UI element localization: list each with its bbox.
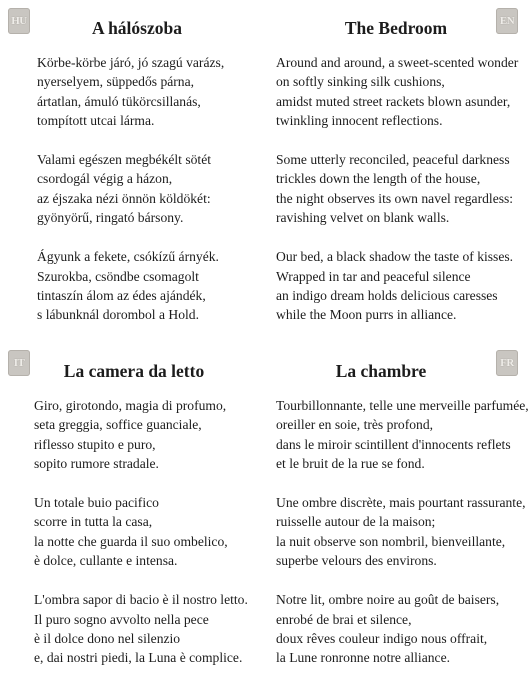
poem-line: az éjszaka nézi önnön köldökét: xyxy=(37,190,211,206)
badge-label-fr: FR xyxy=(500,357,514,369)
poem-line: la nuit observe son nombril, bienveillante, xyxy=(276,533,506,549)
stanza xyxy=(276,396,529,473)
poem-english xyxy=(276,18,526,345)
poem-line: twinkling innocent reflections. xyxy=(276,112,443,128)
stanza xyxy=(37,247,287,324)
poem-body xyxy=(276,53,526,325)
poem-line: trickles down the length of the house, xyxy=(276,171,481,187)
poem-line: Ágyunk a fekete, csókízű árnyék. xyxy=(37,249,219,265)
poem-line: Un totale buio pacifico xyxy=(34,495,159,511)
poem-body xyxy=(34,396,284,668)
poem-line: dans le miroir scintillent d'innocents reflets xyxy=(276,436,511,452)
stanza xyxy=(34,396,284,473)
poem-line: scorre in tutta la casa, xyxy=(34,514,153,530)
poem-french xyxy=(276,361,529,688)
poem-line: s lábunknál dorombol a Hold. xyxy=(37,307,199,323)
poem-line: on softly sinking silk cushions, xyxy=(276,74,445,90)
poem-line: Around and around, a sweet-scented wonder xyxy=(276,55,519,70)
poem-body xyxy=(37,53,287,325)
poem-line: Körbe-körbe járó, jó szagú varázs, xyxy=(37,55,225,70)
hungarian-flag-badge xyxy=(8,8,30,34)
stanza xyxy=(34,590,284,667)
badge-label-hu: HU xyxy=(11,15,27,27)
poem-line: superbe velours des environs. xyxy=(276,553,437,569)
stanza xyxy=(37,150,287,227)
stanza xyxy=(276,53,526,130)
poem-line: tompított utcai lárma. xyxy=(37,112,155,128)
poem-line: Valami egészen megbékélt sötét xyxy=(37,152,212,168)
poem-line: Notre lit, ombre noire au goût de baisers, xyxy=(276,592,500,608)
poem-hungarian xyxy=(37,18,287,345)
poem-line: Some utterly reconciled, peaceful darkness xyxy=(276,152,510,168)
poem-line: Tourbillonnante, telle une merveille parfumée, xyxy=(276,398,529,413)
stanza xyxy=(276,493,526,570)
poem-title: La camera da letto xyxy=(63,361,205,381)
stanza xyxy=(34,493,284,570)
poem-title: The Bedroom xyxy=(344,18,448,38)
poem-title: A hálószoba xyxy=(92,18,182,38)
poem-title: La chambre xyxy=(335,361,427,381)
poem-line: L'ombra sapor di bacio è il nostro letto. xyxy=(34,592,248,608)
poem-line: oreiller en soie, très profond, xyxy=(276,417,434,433)
poem-line: sopito rumore stradale. xyxy=(34,455,159,471)
stanza xyxy=(276,590,526,667)
poem-line: amidst muted street rackets blown asunder, xyxy=(276,93,511,109)
poem-line: an indigo dream holds delicious caresses xyxy=(276,287,498,303)
poem-line: Szurokba, csöndbe csomagolt xyxy=(37,268,199,284)
poem-line: ártatlan, ámuló tükörcsillanás, xyxy=(37,93,201,109)
poem-line: et le bruit de la rue se fond. xyxy=(276,455,425,471)
stanza xyxy=(37,53,287,130)
poem-line: doux rêves couleur indigo nous offrait, xyxy=(276,630,488,646)
poem-line: Il puro sogno avvolto nella pece xyxy=(34,611,209,627)
stanza xyxy=(276,247,526,324)
italian-flag-badge xyxy=(8,350,30,376)
stanza xyxy=(276,150,526,227)
poem-line: seta greggia, soffice guanciale, xyxy=(34,417,202,433)
poem-line: the night observes its own navel regardless: xyxy=(276,190,514,206)
poem-line: tintaszín álom az édes ajándék, xyxy=(37,287,206,303)
badge-label-it: IT xyxy=(13,357,25,369)
poem-line: Giro, girotondo, magia di profumo, xyxy=(34,398,227,413)
poem-line: ravishing velvet on blank walls. xyxy=(276,210,450,226)
poem-line: è dolce, cullante e intensa. xyxy=(34,553,178,569)
poem-line: gyönyörű, ringató bársony. xyxy=(37,210,184,226)
poem-line: Our bed, a black shadow the taste of kisses. xyxy=(276,249,514,265)
poem-line: ruisselle autour de la maison; xyxy=(276,514,436,530)
poem-line: csordogál végig a házon, xyxy=(37,171,173,187)
poem-line: la Lune ronronne notre alliance. xyxy=(276,650,450,666)
poem-line: while the Moon purrs in alliance. xyxy=(276,307,457,323)
poem-line: la notte che guarda il suo ombelico, xyxy=(34,533,228,549)
poem-line: Wrapped in tar and peaceful silence xyxy=(276,268,471,284)
poem-line: riflesso stupito e puro, xyxy=(34,436,156,452)
badge-label-en: EN xyxy=(499,15,515,27)
poem-line: e, dai nostri piedi, la Luna è complice. xyxy=(34,650,243,666)
poem-line: è il dolce dono nel silenzio xyxy=(34,630,181,646)
poem-line: nyerselyem, süppedős párna, xyxy=(37,74,195,90)
poem-line: enrobé de brai et silence, xyxy=(276,611,412,627)
poem-body xyxy=(276,396,529,668)
poem-italian xyxy=(34,361,284,688)
poem-line: Une ombre discrète, mais pourtant rassurante, xyxy=(276,495,526,511)
